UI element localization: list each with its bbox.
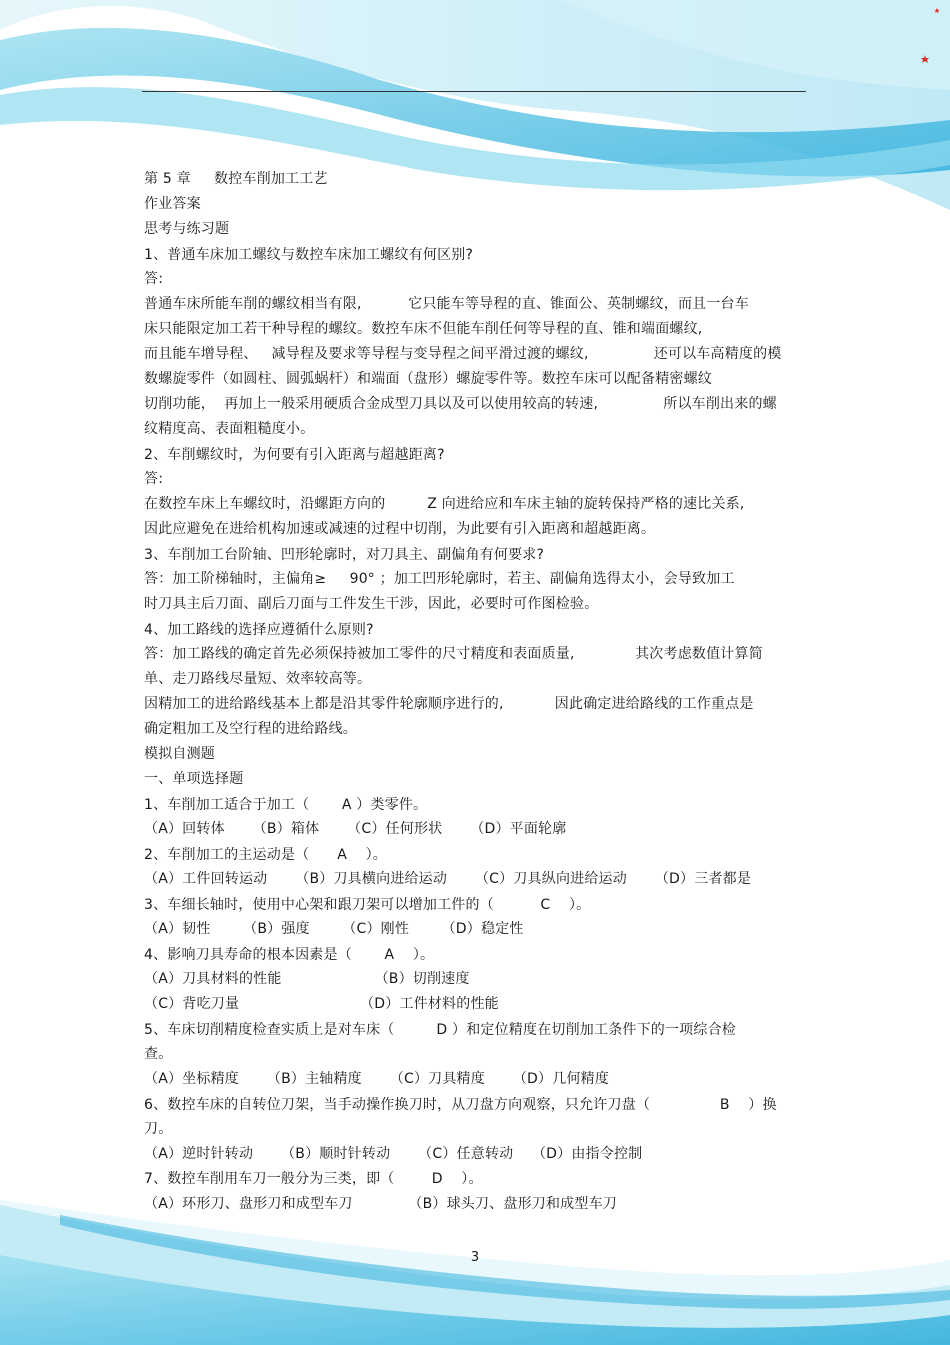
section-heading: 模拟自测题 [144, 746, 215, 762]
answer-label: 答: [144, 271, 164, 287]
question-text: 2、车削螺纹时，为何要有引入距离与超越距离? [144, 447, 445, 463]
question-text: 1、车削加工适合于加工（ A ）类零件。 [144, 797, 428, 813]
answer-text: 确定粗加工及空行程的进给路线。 [144, 721, 357, 737]
question-text: 6、数控车床的自转位刀架，当手动操作换刀时，从刀盘方向观察，只允许刀盘（ B ）换 [144, 1097, 777, 1113]
answer-text: 普通车床所能车削的螺纹相当有限, 它只能车等导程的直、锥面公、英制螺纹，而且一台车 [144, 296, 749, 312]
question-text: 3、车细长轴时，使用中心架和跟刀架可以增加工件的（ C ）。 [144, 897, 591, 913]
question-text: 查。 [144, 1046, 173, 1062]
answer-text: 纹精度高、表面粗糙度小。 [144, 421, 315, 437]
answer-label: 答: [144, 471, 164, 487]
answer-text: 单、走刀路线尽量短、效率较高等。 [144, 671, 372, 687]
section-heading: 一、单项选择题 [144, 771, 244, 787]
question-text: 3、车削加工台阶轴、凹形轮廓时，对刀具主、副偏角有何要求? [144, 547, 545, 563]
answer-text: 在数控车床上车螺纹时，沿螺距方向的 Z 向进给应和车床主轴的旋转保持严格的速比关系, [144, 496, 745, 512]
question-text: 1、普通车床加工螺纹与数控车床加工螺纹有何区别? [144, 247, 474, 263]
page-number: 3 [470, 1250, 480, 1265]
answer-text: 答：加工路线的确定首先必须保持被加工零件的尺寸精度和表面质量, 其次考虑数值计算简 [144, 646, 763, 662]
answer-text: 因精加工的进给路线基本上都是沿其零件轮廓顺序进行的, 因此确定进给路线的工作重点是 [144, 696, 754, 712]
question-text: 5、车床切削精度检查实质上是对车床（ D ）和定位精度在切削加工条件下的一项综合检 [144, 1022, 736, 1038]
choice-options: （A）逆时针转动 （B）顺时针转动 （C）任意转动 （D）由指令控制 [144, 1146, 643, 1162]
choice-options: （A）环形刀、盘形刀和成型车刀 （B）球头刀、盘形刀和成型车刀 [144, 1196, 617, 1212]
choice-options: （A）韧性 （B）强度 （C）刚性 （D）稳定性 [144, 921, 524, 937]
answer-text: 而且能车增导程、 减导程及要求等导程与变导程之间平滑过渡的螺纹, 还可以车高精度的模 [144, 346, 782, 362]
question-text: 4、影响刀具寿命的根本因素是（ A ）。 [144, 947, 435, 963]
answer-text: 因此应避免在进给机构加速或减速的过程中切削，为此要有引入距离和超越距离。 [144, 521, 656, 537]
section-heading: 思考与练习题 [144, 221, 230, 237]
question-text: 7、数控车削用车刀一般分为三类，即（ D ）。 [144, 1171, 483, 1187]
question-text: 4、加工路线的选择应遵循什么原则? [144, 622, 374, 638]
choice-options: （A）回转体 （B）箱体 （C）任何形状 （D）平面轮廓 [144, 821, 567, 837]
chapter-title: 第 5 章 数控车削加工工艺 [144, 171, 328, 187]
question-text: 刀。 [144, 1121, 173, 1137]
answer-text: 时刀具主后刀面、副后刀面与工件发生干涉，因此，必要时可作图检验。 [144, 596, 599, 612]
choice-options: （A）刀具材料的性能 （B）切削速度 [144, 971, 470, 987]
answer-text: 床只能限定加工若干种导程的螺纹。数控车床不但能车削任何等导程的直、锥和端面螺纹, [144, 321, 703, 337]
question-text: 2、车削加工的主运动是（ A ）。 [144, 847, 387, 863]
answer-text: 数螺旋零件（如圆柱、圆弧蜗杆）和端面（盘形）螺旋零件等。数控车床可以配备精密螺纹 [144, 371, 712, 387]
choice-options: （A）工件回转运动 （B）刀具横向进给运动 （C）刀具纵向进给运动 （D）三者都是 [144, 871, 752, 887]
section-heading: 作业答案 [144, 196, 201, 212]
answer-text: 答：加工阶梯轴时，主偏角≥ 90° ；加工凹形轮廓时，若主、副偏角选得太小，会导致加工 [144, 571, 735, 587]
answer-text: 切削功能， 再加上一般采用硬质合金成型刀具以及可以使用较高的转速, 所以车削出来的螺 [144, 396, 777, 412]
choice-options: （A）坐标精度 （B）主轴精度 （C）刀具精度 （D）几何精度 [144, 1071, 610, 1087]
choice-options: （C）背吃刀量 （D）工件材料的性能 [144, 996, 499, 1012]
